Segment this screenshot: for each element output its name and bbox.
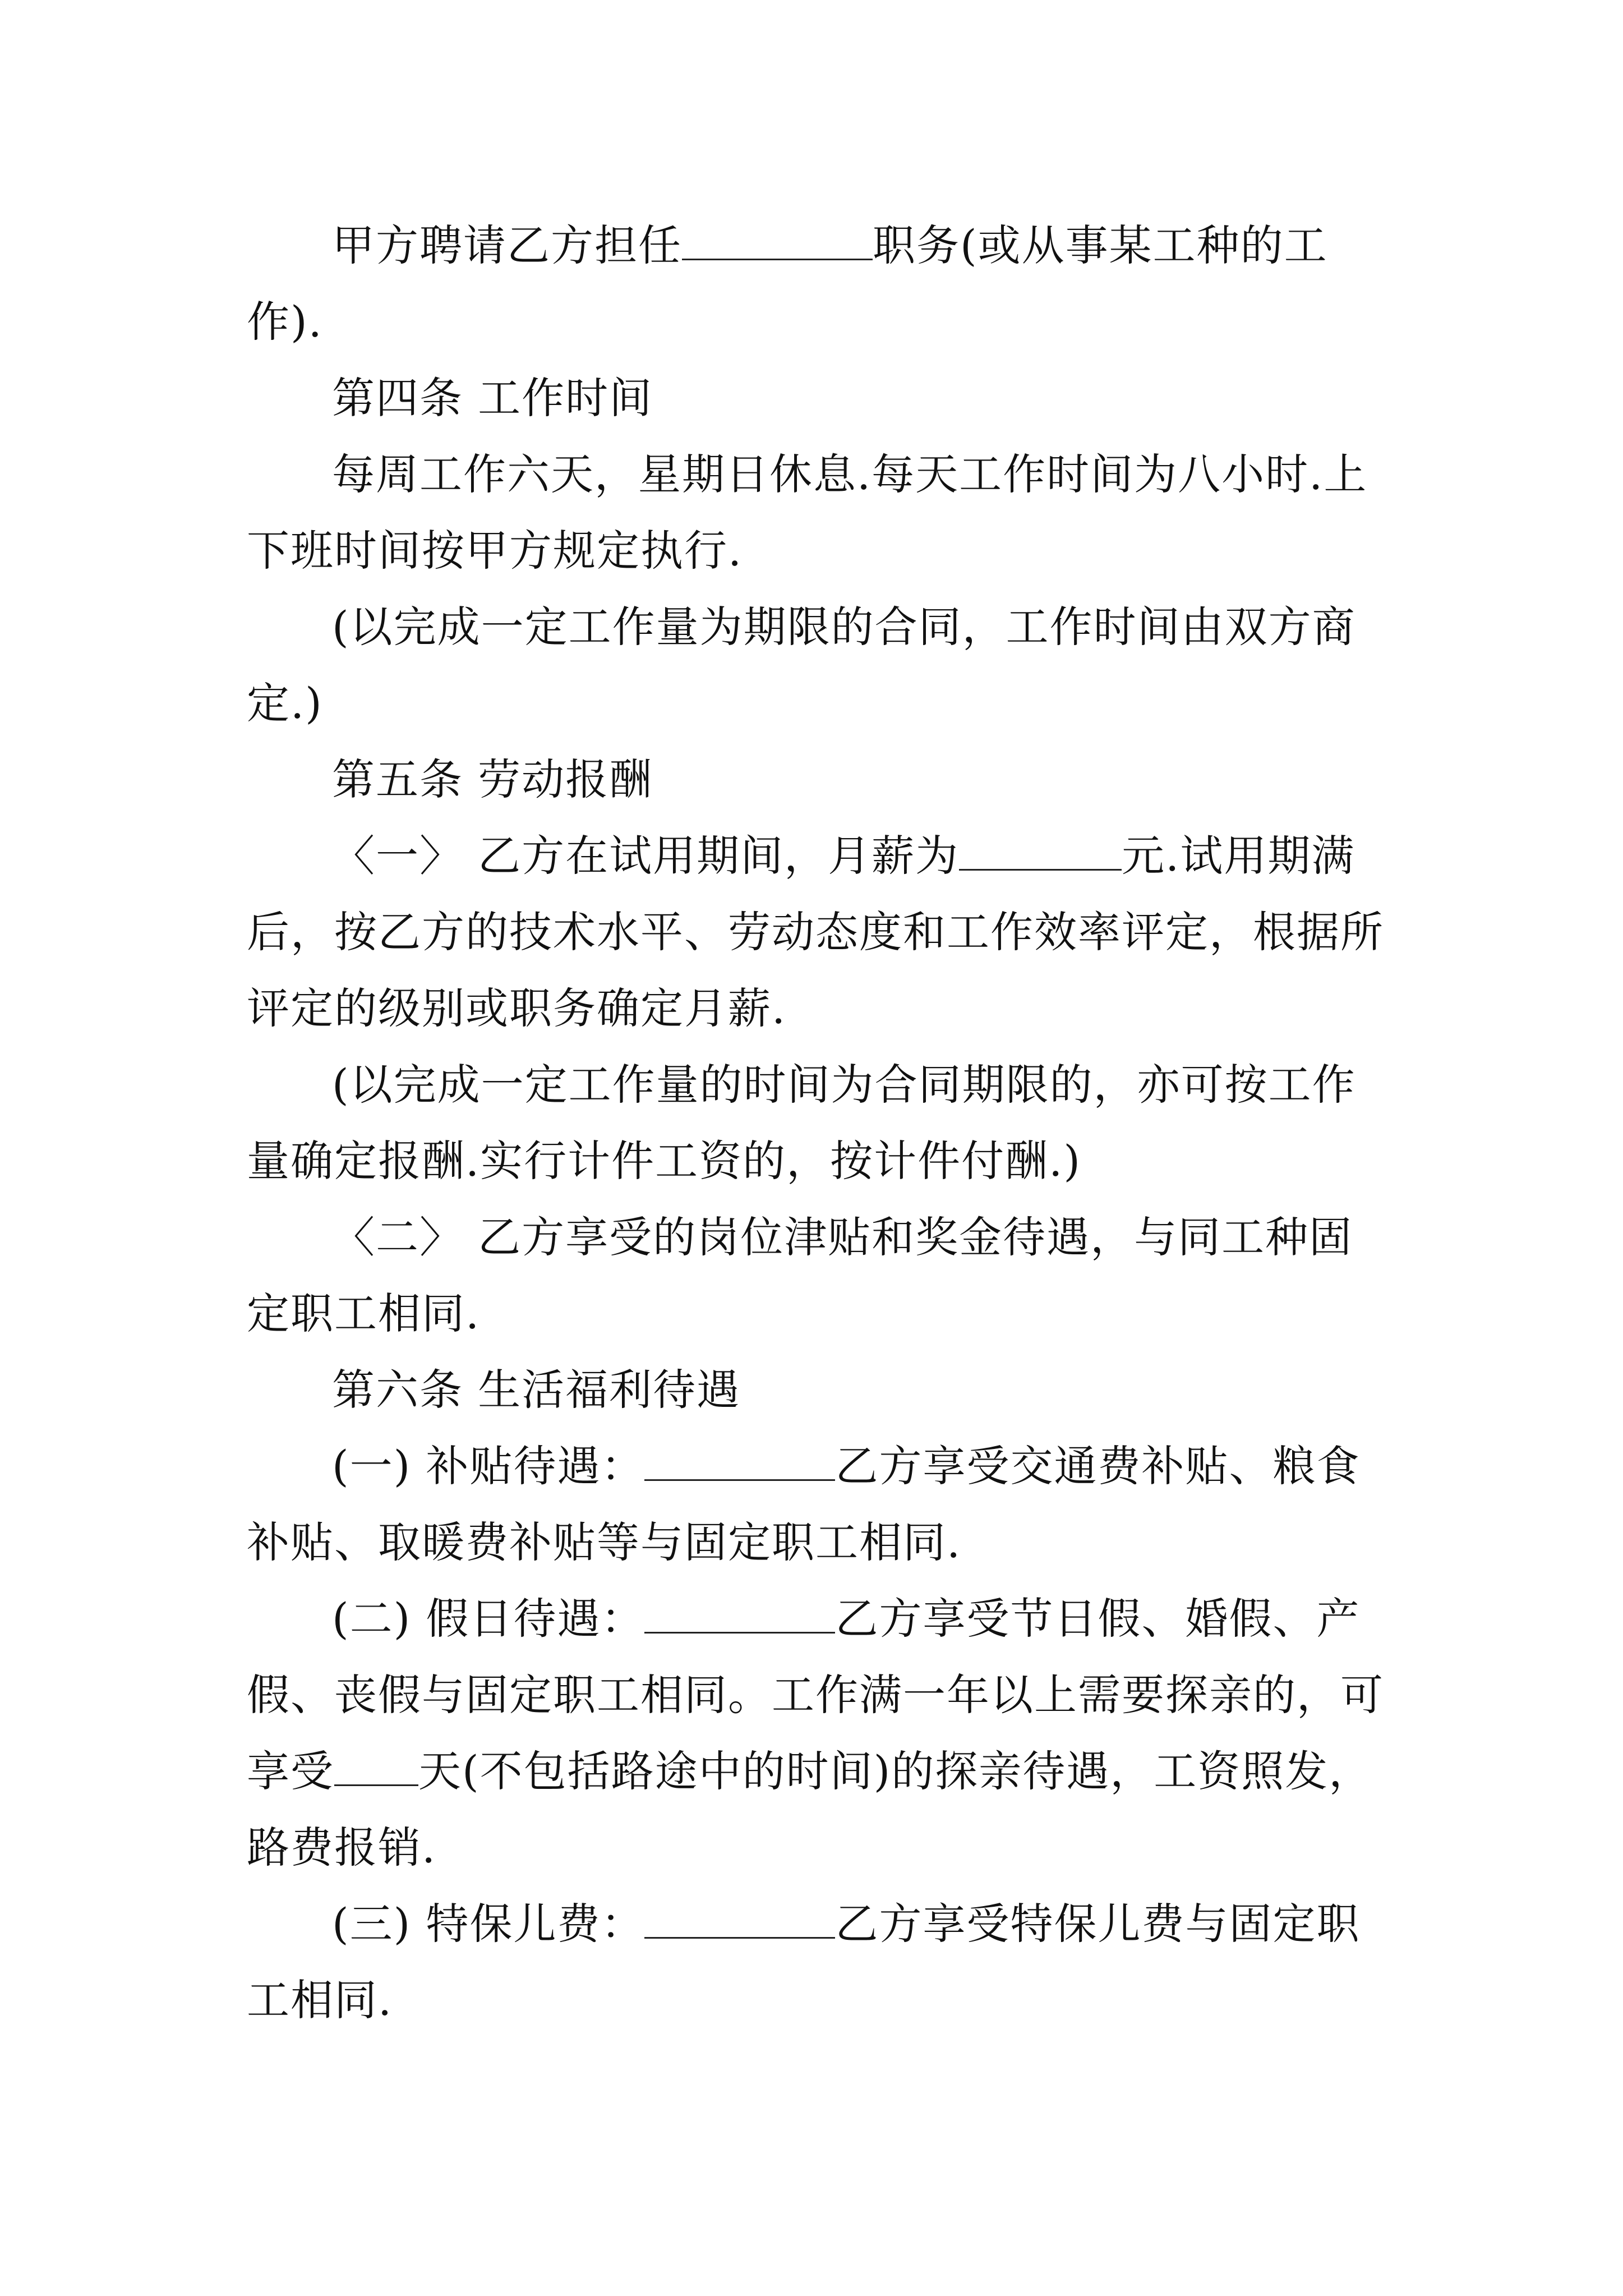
line-segment: 乙方享受节日假、婚假、产 xyxy=(835,1594,1361,1644)
article-heading: 第六条 生活福利待遇 xyxy=(332,1365,741,1415)
text-line: 后，按乙方的技术水平、劳动态度和工作效率评定，根据所 xyxy=(247,907,1384,957)
fill-in-blank xyxy=(644,1440,835,1481)
text-line: 定.) xyxy=(247,678,323,728)
line-segment: 享受 xyxy=(247,1746,334,1796)
text-line: 定职工相同. xyxy=(247,1289,481,1338)
text-line: 下班时间按甲方规定执行. xyxy=(247,526,743,576)
text-line xyxy=(247,1581,1391,1657)
line-segment: 甲方聘请乙方担任 xyxy=(332,220,682,270)
line-segment: 〈一〉 乙方在试用期间，月薪为 xyxy=(332,831,960,881)
article-heading: 第四条 工作时间 xyxy=(332,373,653,423)
text-line: 评定的级别或职务确定月薪. xyxy=(247,983,787,1033)
fill-in-blank xyxy=(644,1593,835,1634)
fill-in-blank xyxy=(334,1745,418,1786)
text-line: (以完成一定工作量的时间为合同期限的，亦可按工作 xyxy=(332,1060,1356,1110)
text-line xyxy=(247,1886,1391,1962)
line-segment: 乙方享受交通费补贴、粮食 xyxy=(835,1441,1361,1491)
text-line: 作). xyxy=(247,297,323,347)
line-segment: 天(不包括路途中的时间)的探亲待遇，工资照发， xyxy=(418,1746,1373,1796)
text-line xyxy=(247,1428,1391,1504)
text-line: 工相同. xyxy=(247,1975,393,2025)
text-line: (以完成一定工作量为期限的合同，工作时间由双方商 xyxy=(332,602,1356,652)
text-line xyxy=(247,208,1391,284)
line-segment: (三) 特保儿费： xyxy=(332,1899,645,1949)
article-heading: 第五条 劳动报酬 xyxy=(332,754,653,804)
fill-in-blank xyxy=(682,219,873,260)
text-line xyxy=(247,1733,1391,1810)
document-body xyxy=(247,208,1391,2039)
line-segment: (二) 假日待遇： xyxy=(332,1594,645,1644)
text-line: 每周工作六天，星期日休息.每天工作时间为八小时.上 xyxy=(332,449,1368,499)
line-segment: 职务(或从事某工种的工 xyxy=(873,220,1328,270)
fill-in-blank xyxy=(959,830,1122,871)
fill-in-blank xyxy=(644,1898,835,1939)
text-line: 〈二〉 乙方享受的岗位津贴和奖金待遇，与同工种固 xyxy=(332,1212,1353,1262)
text-line: 补贴、取暖费补贴等与固定职工相同. xyxy=(247,1517,962,1567)
text-line: 路费报销. xyxy=(247,1823,437,1872)
line-segment: (一) 补贴待遇： xyxy=(332,1441,645,1491)
line-segment: 乙方享受特保儿费与固定职 xyxy=(835,1899,1361,1949)
text-line: 假、丧假与固定职工相同。工作满一年以上需要探亲的，可 xyxy=(247,1670,1384,1720)
line-segment: 元.试用期满 xyxy=(1122,831,1355,881)
text-line: 量确定报酬.实行计件工资的，按计件付酬.) xyxy=(247,1136,1081,1186)
text-line xyxy=(247,818,1391,894)
